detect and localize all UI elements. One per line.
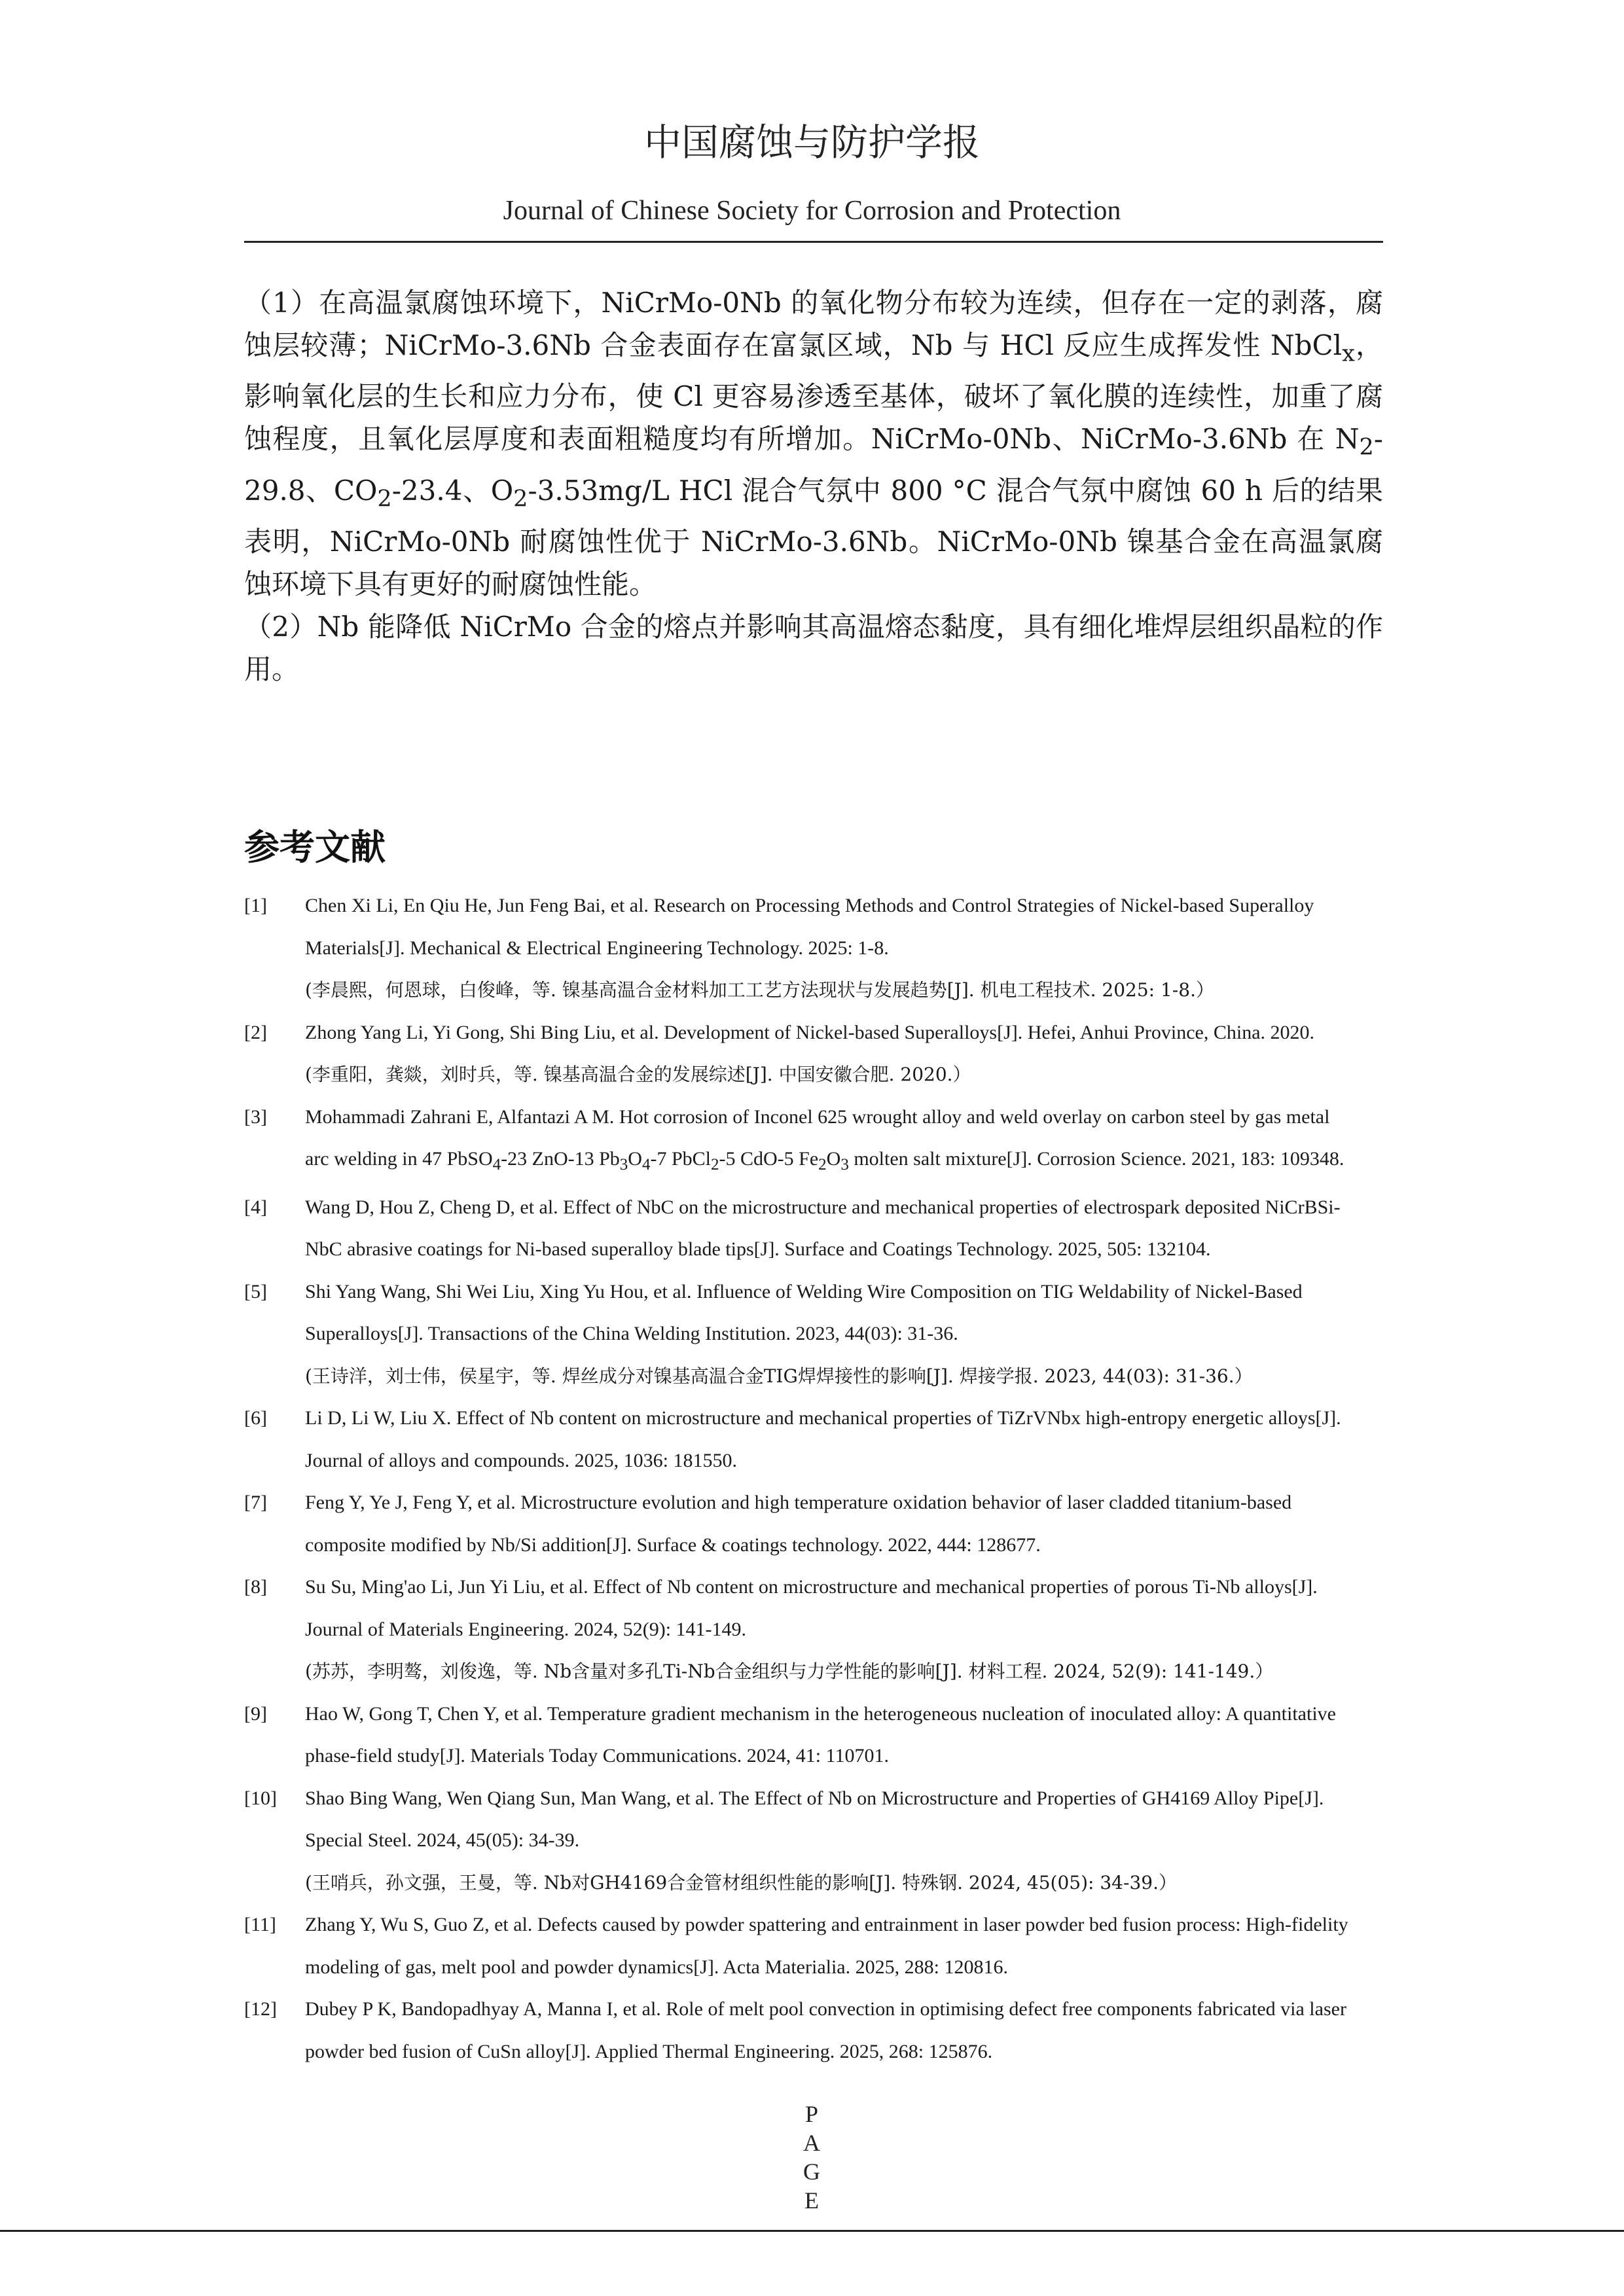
reference-text: Zhang Y, Wu S, Guo Z, et al. Defects caused by powder spattering and entrainment in laser powder bed fusion process: High-fidelity — [305, 1914, 1348, 1935]
reference-text: Shao Bing Wang, Wen Qiang Sun, Man Wang, et al. The Effect of Nb on Microstructure and Properties of GH4169 Alloy Pipe[J]. — [305, 1787, 1324, 1809]
reference-text: Dubey P K, Bandopadhyay A, Manna I, et al. Role of melt pool convection in optimising defect free components fabricated via laser — [305, 1998, 1346, 2020]
reference-text: Special Steel. 2024, 45(05): 34-39. — [305, 1829, 580, 1851]
journal-title-en: Journal of Chinese Society for Corrosion and Protection — [503, 196, 1121, 226]
reference-text: Materials[J]. Mechanical & Electrical Engineering Technology. 2025: 1-8. — [305, 937, 889, 959]
reference-text: powder bed fusion of CuSn alloy[J]. Applied Thermal Engineering. 2025, 268: 125876. — [305, 2040, 993, 2062]
reference-translation: (李晨熙，何恩球，白俊峰，等. 镍基高温合金材料加工工艺方法现状与发展趋势[J]. 机电工程技术. 2025: 1-8.） — [305, 979, 1214, 1001]
reference-item-5 — [244, 1271, 1383, 1398]
header-divider — [244, 241, 1383, 243]
reference-text: Su Su, Ming'ao Li, Jun Yi Liu, et al. Effect of Nb content on microstructure and mechanical properties of porous Ti-Nb alloys[J]. — [305, 1576, 1318, 1598]
reference-number: [8] — [244, 1576, 267, 1598]
reference-text: composite modified by Nb/Si addition[J]. Surface & coatings technology. 2022, 444: 128677. — [305, 1534, 1041, 1556]
page-letter: A — [803, 2130, 820, 2156]
reference-text: NbC abrasive coatings for Ni-based superalloy blade tips[J]. Surface and Coatings Technology. 2025, 505: 132104. — [305, 1238, 1211, 1260]
reference-item-4 — [244, 1187, 1383, 1271]
reference-item-7 — [244, 1482, 1383, 1566]
reference-item-10 — [244, 1778, 1383, 1905]
reference-number: [2] — [244, 1021, 267, 1043]
conclusion-paragraph-2: （2）Nb 能降低 NiCrMo 合金的熔点并影响其高温熔态黏度，具有细化堆焊层组织晶粒的作用。 — [244, 611, 1383, 686]
reference-translation: (苏苏，李明骜，刘俊逸，等. Nb含量对多孔Ti-Nb合金组织与力学性能的影响[J]. 材料工程. 2024, 52(9): 141-149.） — [305, 1660, 1274, 1682]
reference-translation: (王诗洋，刘士伟，侯星宇，等. 焊丝成分对镍基高温合金TIG焊焊接性的影响[J]. 焊接学报. 2023, 44(03): 31-36.） — [305, 1365, 1253, 1387]
reference-number: [1] — [244, 895, 267, 916]
reference-text: Zhong Yang Li, Yi Gong, Shi Bing Liu, et al. Development of Nickel-based Superalloys[J]. Hefei, Anhui Province, China. 2020. — [305, 1021, 1315, 1043]
reference-text: Journal of alloys and compounds. 2025, 1036: 181550. — [305, 1449, 737, 1471]
reference-text: Hao W, Gong T, Chen Y, et al. Temperature gradient mechanism in the heterogeneous nucleation of inoculated alloy: A quantitative — [305, 1702, 1336, 1725]
reference-number: [11] — [244, 1914, 276, 1935]
reference-text: modeling of gas, melt pool and powder dynamics[J]. Acta Materialia. 2025, 288: 120816. — [305, 1956, 1008, 1978]
references-heading: 参考文献 — [244, 827, 386, 868]
reference-number: [3] — [244, 1105, 267, 1128]
reference-number: [10] — [244, 1787, 277, 1809]
conclusions-section — [244, 281, 1383, 691]
page-letter: E — [804, 2187, 819, 2214]
reference-item-2 — [244, 1012, 1383, 1096]
reference-item-3 — [244, 1096, 1383, 1187]
reference-text: Mohammadi Zahrani E, Alfantazi A M. Hot corrosion of Inconel 625 wrought alloy and weld overlay on carbon steel by gas metal — [305, 1105, 1330, 1128]
reference-list — [244, 885, 1383, 2073]
page-field-label — [785, 2100, 838, 2215]
journal-title-cn: 中国腐蚀与防护学报 — [644, 121, 980, 164]
reference-number: [4] — [244, 1196, 267, 1218]
page-letter: G — [803, 2159, 820, 2185]
reference-text: Chen Xi Li, En Qiu He, Jun Feng Bai, et al. Research on Processing Methods and Control Strategies of Nickel-based Superalloy — [305, 895, 1314, 916]
reference-item-11 — [244, 1904, 1383, 1988]
reference-text: Wang D, Hou Z, Cheng D, et al. Effect of NbC on the microstructure and mechanical properties of electrospark deposited NiCrBSi- — [305, 1196, 1341, 1218]
reference-translation: (李重阳，龚燚，刘时兵，等. 镍基高温合金的发展综述[J]. 中国安徽合肥. 2020.） — [305, 1064, 971, 1085]
reference-text: Li D, Li W, Liu X. Effect of Nb content on microstructure and mechanical properties of TiZrVNbx high-entropy energetic alloys[J]. — [305, 1407, 1341, 1429]
reference-number: [6] — [244, 1407, 267, 1429]
reference-item-6 — [244, 1397, 1383, 1482]
reference-text: Superalloys[J]. Transactions of the China Welding Institution. 2023, 44(03): 31-36. — [305, 1323, 958, 1344]
reference-text: arc welding in 47 PbSO$_4$-23 ZnO-13 $Pb_3O_4-7$ PbCl$_2$-5 CdO-5 $Fe_2O_3$ molten salt mixture[J]. Corrosion Science. 2021, 183: 109348. — [305, 1148, 1344, 1174]
reference-text: Feng Y, Ye J, Feng Y, et al. Microstructure evolution and high temperature oxidation behavior of laser cladded titanium-based — [305, 1492, 1292, 1513]
reference-item-8 — [244, 1566, 1383, 1693]
reference-number: [5] — [244, 1280, 267, 1302]
reference-item-1 — [244, 885, 1383, 1012]
reference-number: [12] — [244, 1998, 277, 2020]
page-letter: P — [804, 2101, 819, 2127]
conclusion-paragraph-1: （1）在高温氯腐蚀环境下，NiCrMo-0Nb 的氧化物分布较为连续，但存在一定的剥落，腐蚀层较薄；NiCrMo-3.6Nb 合金表面存在富氯区域，Nb 与 HCl 反应生成挥发性 NbCl$_x$，影响氧化层的生长和应力分布，使 Cl 更容易渗透至基体，破坏了氧化膜的连续性，加重了腐蚀程度，且氧化层厚度和表面粗糙度均有所增加。NiCrMo-0Nb、NiCrMo-3.6Nb 在 $N_2-29.8$、$CO_2-23.4$、$O_2-3.53mg/L$ HCl 混合气氛中 800 °C 混合气氛中腐蚀 60 h 后的结果表明，NiCrMo-0Nb 耐腐蚀性优于 NiCrMo-3.6Nb。NiCrMo-0Nb 镍基合金在高温氯腐蚀环境下具有更好的耐腐蚀性能。 — [244, 287, 1383, 601]
reference-number: [7] — [244, 1492, 267, 1513]
reference-text: Shi Yang Wang, Shi Wei Liu, Xing Yu Hou, et al. Influence of Welding Wire Composition on TIG Weldability of Nickel-Based — [305, 1280, 1303, 1302]
footer-divider — [0, 2230, 1624, 2232]
reference-translation: (王哨兵，孙文强，王曼，等. Nb对GH4169合金管材组织性能的影响[J]. 特殊钢. 2024, 45(05): 34-39.） — [305, 1871, 1177, 1893]
reference-text: Journal of Materials Engineering. 2024, 52(9): 141-149. — [305, 1618, 747, 1640]
reference-number: [9] — [244, 1702, 267, 1725]
reference-text: phase-field study[J]. Materials Today Communications. 2024, 41: 110701. — [305, 1745, 889, 1767]
reference-item-9 — [244, 1693, 1383, 1778]
reference-item-12 — [244, 1988, 1383, 2073]
